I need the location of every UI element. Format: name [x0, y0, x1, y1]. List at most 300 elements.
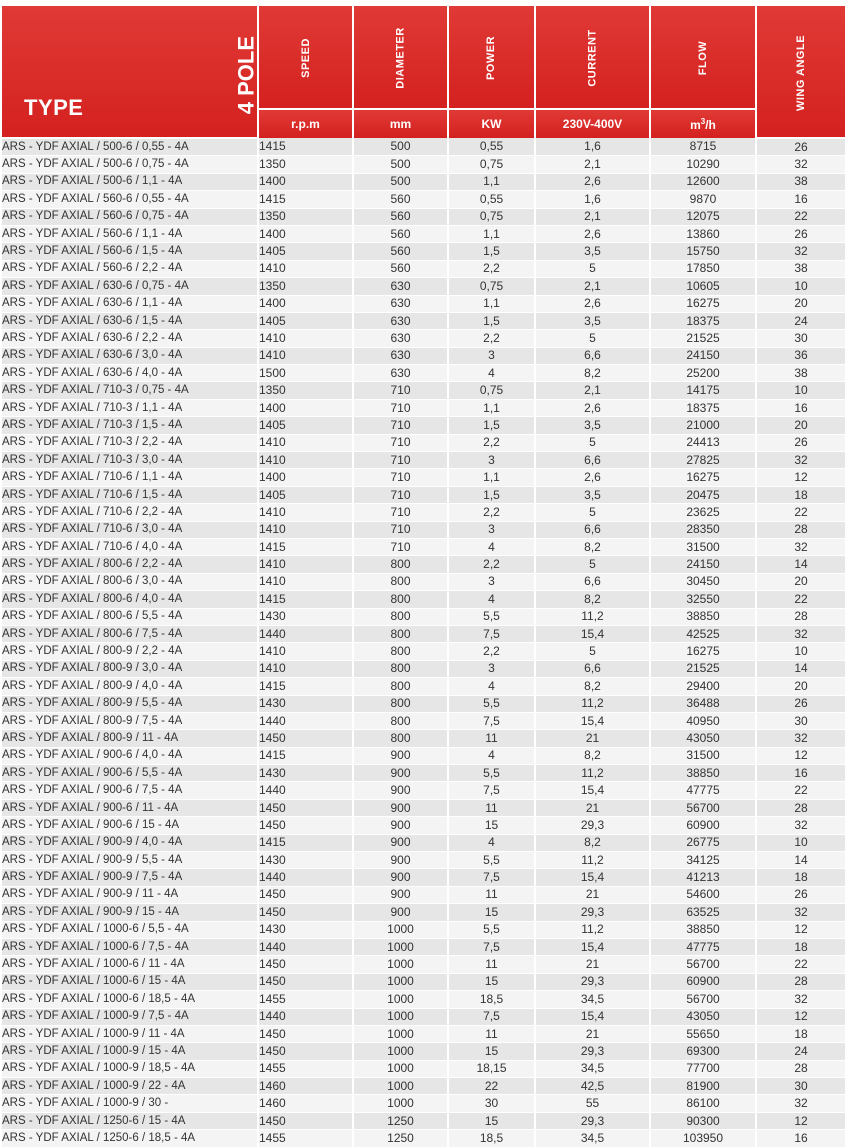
type-cell: ARS - YDF AXIAL / 800-6 / 3,0 - 4A	[2, 573, 258, 590]
wing-angle-cell: 30	[756, 1078, 845, 1095]
speed-cell: 1400	[258, 469, 353, 486]
flow-cell: 18375	[650, 312, 756, 329]
type-cell: ARS - YDF AXIAL / 900-6 / 4,0 - 4A	[2, 747, 258, 764]
table-row	[2, 260, 845, 277]
speed-cell: 1410	[258, 660, 353, 677]
wing-angle-cell: 26	[756, 138, 845, 156]
speed-cell: 1440	[258, 712, 353, 729]
type-cell: ARS - YDF AXIAL / 1000-9 / 30 -	[2, 1095, 258, 1112]
wing-angle-cell: 28	[756, 521, 845, 538]
speed-cell: 1410	[258, 260, 353, 277]
diameter-cell: 710	[353, 399, 448, 416]
type-cell: ARS - YDF AXIAL / 1000-6 / 15 - 4A	[2, 973, 258, 990]
speed-cell: 1350	[258, 382, 353, 399]
wing-angle-cell: 18	[756, 938, 845, 955]
wing-angle-cell: 26	[756, 434, 845, 451]
speed-cell: 1440	[258, 1008, 353, 1025]
power-cell: 7,5	[448, 712, 535, 729]
speed-cell: 1410	[258, 330, 353, 347]
flow-cell: 17850	[650, 260, 756, 277]
table-row	[2, 625, 845, 642]
power-cell: 1,5	[448, 243, 535, 260]
current-cell: 1,6	[535, 191, 650, 208]
wing-angle-cell: 32	[756, 625, 845, 642]
wing-angle-cell: 16	[756, 765, 845, 782]
table-row	[2, 799, 845, 816]
flow-cell: 21000	[650, 417, 756, 434]
speed-cell: 1400	[258, 295, 353, 312]
current-cell: 6,6	[535, 660, 650, 677]
power-cell: 1,1	[448, 225, 535, 242]
flow-cell: 103950	[650, 1130, 756, 1147]
wing-angle-cell: 38	[756, 365, 845, 382]
diameter-header-label: DIAMETER	[394, 27, 407, 89]
type-cell: ARS - YDF AXIAL / 800-6 / 4,0 - 4A	[2, 591, 258, 608]
fan-spec-table	[2, 6, 845, 1148]
table-row	[2, 1095, 845, 1112]
flow-cell: 86100	[650, 1095, 756, 1112]
power-cell: 0,75	[448, 382, 535, 399]
speed-cell: 1450	[258, 799, 353, 816]
type-cell: ARS - YDF AXIAL / 1000-6 / 11 - 4A	[2, 956, 258, 973]
type-cell: ARS - YDF AXIAL / 1250-6 / 18,5 - 4A	[2, 1130, 258, 1147]
diameter-cell: 560	[353, 260, 448, 277]
power-cell: 15	[448, 904, 535, 921]
table-row	[2, 347, 845, 364]
current-cell: 21	[535, 730, 650, 747]
type-cell: ARS - YDF AXIAL / 630-6 / 2,2 - 4A	[2, 330, 258, 347]
wing-angle-cell: 32	[756, 730, 845, 747]
power-cell: 0,75	[448, 278, 535, 295]
type-cell: ARS - YDF AXIAL / 900-9 / 5,5 - 4A	[2, 852, 258, 869]
power-cell: 22	[448, 1078, 535, 1095]
speed-cell: 1350	[258, 208, 353, 225]
current-cell: 5	[535, 504, 650, 521]
diameter-cell: 800	[353, 608, 448, 625]
current-cell: 42,5	[535, 1078, 650, 1095]
power-cell: 5,5	[448, 608, 535, 625]
table-row	[2, 956, 845, 973]
speed-cell: 1400	[258, 225, 353, 242]
power-cell: 1,1	[448, 295, 535, 312]
wing-angle-cell: 26	[756, 225, 845, 242]
speed-cell: 1400	[258, 399, 353, 416]
current-cell: 3,5	[535, 312, 650, 329]
type-cell: ARS - YDF AXIAL / 1000-6 / 18,5 - 4A	[2, 991, 258, 1008]
type-cell: ARS - YDF AXIAL / 710-6 / 2,2 - 4A	[2, 504, 258, 521]
type-cell: ARS - YDF AXIAL / 630-6 / 3,0 - 4A	[2, 347, 258, 364]
table-row	[2, 1060, 845, 1077]
current-cell: 6,6	[535, 347, 650, 364]
flow-cell: 56700	[650, 991, 756, 1008]
current-cell: 2,1	[535, 208, 650, 225]
current-cell: 34,5	[535, 1130, 650, 1147]
flow-cell: 29400	[650, 678, 756, 695]
flow-cell: 24150	[650, 556, 756, 573]
table-row	[2, 191, 845, 208]
flow-cell: 16275	[650, 295, 756, 312]
current-cell: 5	[535, 556, 650, 573]
wing-angle-cell: 10	[756, 643, 845, 660]
power-cell: 0,75	[448, 208, 535, 225]
current-cell: 21	[535, 886, 650, 903]
type-cell: ARS - YDF AXIAL / 710-3 / 2,2 - 4A	[2, 434, 258, 451]
wing-angle-cell: 22	[756, 591, 845, 608]
table-row	[2, 817, 845, 834]
diameter-cell: 900	[353, 799, 448, 816]
flow-cell: 24150	[650, 347, 756, 364]
table-row	[2, 1112, 845, 1129]
speed-cell: 1450	[258, 973, 353, 990]
power-cell: 30	[448, 1095, 535, 1112]
diameter-cell: 710	[353, 469, 448, 486]
power-cell: 3	[448, 347, 535, 364]
flow-unit-sup: 3	[700, 116, 706, 126]
table-row	[2, 486, 845, 503]
flow-unit-tail: /h	[705, 117, 716, 132]
power-header-label: POWER	[485, 35, 498, 81]
type-label: TYPE	[24, 95, 84, 120]
power-cell: 0,55	[448, 191, 535, 208]
diameter-cell: 710	[353, 382, 448, 399]
type-cell: ARS - YDF AXIAL / 800-9 / 5,5 - 4A	[2, 695, 258, 712]
wing-angle-cell: 12	[756, 1008, 845, 1025]
speed-cell: 1410	[258, 643, 353, 660]
speed-cell: 1440	[258, 938, 353, 955]
flow-header-label: FLOW	[696, 40, 709, 76]
flow-cell: 25200	[650, 365, 756, 382]
pole-label: 4 POLE	[233, 36, 258, 115]
diameter-cell: 710	[353, 452, 448, 469]
power-cell: 7,5	[448, 625, 535, 642]
current-cell: 8,2	[535, 538, 650, 555]
flow-cell: 21525	[650, 330, 756, 347]
flow-cell: 26775	[650, 834, 756, 851]
diameter-cell: 800	[353, 730, 448, 747]
wing-angle-cell: 22	[756, 782, 845, 799]
speed-cell: 1415	[258, 747, 353, 764]
diameter-cell: 500	[353, 156, 448, 173]
speed-unit: r.p.m	[258, 109, 353, 138]
power-cell: 1,1	[448, 173, 535, 190]
flow-cell: 36488	[650, 695, 756, 712]
current-cell: 8,2	[535, 834, 650, 851]
current-cell: 6,6	[535, 521, 650, 538]
type-cell: ARS - YDF AXIAL / 710-6 / 3,0 - 4A	[2, 521, 258, 538]
wing-angle-cell: 30	[756, 712, 845, 729]
wing-angle-cell: 18	[756, 486, 845, 503]
type-cell: ARS - YDF AXIAL / 710-3 / 1,5 - 4A	[2, 417, 258, 434]
wing-angle-cell: 22	[756, 956, 845, 973]
power-cell: 7,5	[448, 1008, 535, 1025]
table-row	[2, 678, 845, 695]
power-cell: 4	[448, 591, 535, 608]
wing-angle-cell: 28	[756, 973, 845, 990]
power-cell: 11	[448, 799, 535, 816]
current-cell: 21	[535, 1025, 650, 1042]
table-row	[2, 521, 845, 538]
diameter-cell: 1000	[353, 1078, 448, 1095]
power-cell: 5,5	[448, 852, 535, 869]
speed-cell: 1450	[258, 1043, 353, 1060]
diameter-cell: 900	[353, 782, 448, 799]
power-cell: 4	[448, 538, 535, 555]
type-cell: ARS - YDF AXIAL / 630-6 / 1,5 - 4A	[2, 312, 258, 329]
table-row	[2, 399, 845, 416]
type-cell: ARS - YDF AXIAL / 710-6 / 1,5 - 4A	[2, 486, 258, 503]
speed-cell: 1350	[258, 278, 353, 295]
wing-angle-cell: 36	[756, 347, 845, 364]
table-row	[2, 1043, 845, 1060]
diameter-cell: 560	[353, 191, 448, 208]
type-cell: ARS - YDF AXIAL / 1000-9 / 11 - 4A	[2, 1025, 258, 1042]
type-cell: ARS - YDF AXIAL / 800-9 / 7,5 - 4A	[2, 712, 258, 729]
wing-angle-cell: 16	[756, 1130, 845, 1147]
table-row	[2, 382, 845, 399]
table-row	[2, 173, 845, 190]
diameter-cell: 900	[353, 747, 448, 764]
flow-cell: 12075	[650, 208, 756, 225]
type-cell: ARS - YDF AXIAL / 710-3 / 3,0 - 4A	[2, 452, 258, 469]
flow-cell: 12600	[650, 173, 756, 190]
speed-cell: 1440	[258, 625, 353, 642]
power-cell: 11	[448, 730, 535, 747]
speed-cell: 1415	[258, 591, 353, 608]
diameter-cell: 900	[353, 765, 448, 782]
flow-cell: 43050	[650, 1008, 756, 1025]
flow-cell: 42525	[650, 625, 756, 642]
speed-cell: 1410	[258, 556, 353, 573]
current-cell: 11,2	[535, 921, 650, 938]
speed-cell: 1430	[258, 852, 353, 869]
type-cell: ARS - YDF AXIAL / 800-9 / 11 - 4A	[2, 730, 258, 747]
flow-cell: 15750	[650, 243, 756, 260]
flow-cell: 21525	[650, 660, 756, 677]
type-cell: ARS - YDF AXIAL / 800-9 / 3,0 - 4A	[2, 660, 258, 677]
flow-cell: 32550	[650, 591, 756, 608]
current-header	[535, 6, 650, 109]
current-cell: 11,2	[535, 695, 650, 712]
type-cell: ARS - YDF AXIAL / 900-9 / 15 - 4A	[2, 904, 258, 921]
current-cell: 21	[535, 799, 650, 816]
table-row	[2, 782, 845, 799]
speed-cell: 1405	[258, 243, 353, 260]
speed-cell: 1405	[258, 312, 353, 329]
table-row	[2, 991, 845, 1008]
type-cell: ARS - YDF AXIAL / 800-6 / 7,5 - 4A	[2, 625, 258, 642]
wing-angle-cell: 16	[756, 399, 845, 416]
type-cell: ARS - YDF AXIAL / 900-6 / 11 - 4A	[2, 799, 258, 816]
table-row	[2, 765, 845, 782]
diameter-cell: 1000	[353, 1043, 448, 1060]
flow-header	[650, 6, 756, 109]
flow-cell: 8715	[650, 138, 756, 156]
power-cell: 15	[448, 817, 535, 834]
power-cell: 2,2	[448, 330, 535, 347]
power-cell: 18,15	[448, 1060, 535, 1077]
wing-angle-cell: 32	[756, 817, 845, 834]
wing-angle-cell: 30	[756, 330, 845, 347]
table-row	[2, 556, 845, 573]
power-cell: 11	[448, 1025, 535, 1042]
speed-cell: 1410	[258, 347, 353, 364]
wing-angle-cell: 32	[756, 1095, 845, 1112]
table-row	[2, 278, 845, 295]
type-cell: ARS - YDF AXIAL / 630-6 / 4,0 - 4A	[2, 365, 258, 382]
current-cell: 2,6	[535, 295, 650, 312]
power-cell: 11	[448, 886, 535, 903]
diameter-cell: 1000	[353, 991, 448, 1008]
table-row	[2, 156, 845, 173]
current-cell: 21	[535, 956, 650, 973]
power-cell: 1,1	[448, 399, 535, 416]
flow-cell: 9870	[650, 191, 756, 208]
type-cell: ARS - YDF AXIAL / 1000-9 / 15 - 4A	[2, 1043, 258, 1060]
current-cell: 8,2	[535, 365, 650, 382]
type-cell: ARS - YDF AXIAL / 560-6 / 1,1 - 4A	[2, 225, 258, 242]
flow-cell: 81900	[650, 1078, 756, 1095]
table-row	[2, 730, 845, 747]
current-cell: 6,6	[535, 573, 650, 590]
type-cell: ARS - YDF AXIAL / 710-3 / 0,75 - 4A	[2, 382, 258, 399]
diameter-cell: 900	[353, 852, 448, 869]
power-cell: 2,2	[448, 556, 535, 573]
type-cell: ARS - YDF AXIAL / 630-6 / 1,1 - 4A	[2, 295, 258, 312]
speed-cell: 1415	[258, 191, 353, 208]
table-row	[2, 869, 845, 886]
wing-angle-cell: 22	[756, 208, 845, 225]
diameter-cell: 500	[353, 138, 448, 156]
speed-cell: 1440	[258, 869, 353, 886]
power-cell: 2,2	[448, 260, 535, 277]
type-cell: ARS - YDF AXIAL / 710-3 / 1,1 - 4A	[2, 399, 258, 416]
current-cell: 29,3	[535, 1112, 650, 1129]
flow-cell: 24413	[650, 434, 756, 451]
flow-cell: 16275	[650, 643, 756, 660]
type-cell: ARS - YDF AXIAL / 710-6 / 4,0 - 4A	[2, 538, 258, 555]
wing-angle-cell: 38	[756, 260, 845, 277]
power-cell: 1,5	[448, 312, 535, 329]
type-cell: ARS - YDF AXIAL / 500-6 / 1,1 - 4A	[2, 173, 258, 190]
current-cell: 2,6	[535, 225, 650, 242]
type-cell: ARS - YDF AXIAL / 800-6 / 2,2 - 4A	[2, 556, 258, 573]
power-cell: 2,2	[448, 504, 535, 521]
table-row	[2, 243, 845, 260]
type-cell: ARS - YDF AXIAL / 900-9 / 7,5 - 4A	[2, 869, 258, 886]
diameter-cell: 710	[353, 486, 448, 503]
diameter-cell: 800	[353, 712, 448, 729]
speed-cell: 1410	[258, 521, 353, 538]
current-cell: 8,2	[535, 591, 650, 608]
flow-cell: 23625	[650, 504, 756, 521]
flow-cell: 16275	[650, 469, 756, 486]
speed-cell: 1410	[258, 434, 353, 451]
speed-cell: 1415	[258, 834, 353, 851]
flow-cell: 90300	[650, 1112, 756, 1129]
speed-cell: 1450	[258, 1112, 353, 1129]
current-cell: 2,1	[535, 156, 650, 173]
flow-cell: 43050	[650, 730, 756, 747]
type-cell: ARS - YDF AXIAL / 710-6 / 1,1 - 4A	[2, 469, 258, 486]
diameter-cell: 710	[353, 521, 448, 538]
current-cell: 11,2	[535, 765, 650, 782]
type-cell: ARS - YDF AXIAL / 500-6 / 0,75 - 4A	[2, 156, 258, 173]
diameter-cell: 1000	[353, 938, 448, 955]
diameter-cell: 900	[353, 817, 448, 834]
wing-angle-cell: 20	[756, 295, 845, 312]
diameter-cell: 1000	[353, 1025, 448, 1042]
table-row	[2, 452, 845, 469]
current-cell: 3,5	[535, 243, 650, 260]
diameter-cell: 1000	[353, 973, 448, 990]
type-cell: ARS - YDF AXIAL / 900-9 / 11 - 4A	[2, 886, 258, 903]
wing-angle-cell: 14	[756, 660, 845, 677]
diameter-unit: mm	[353, 109, 448, 138]
flow-cell: 41213	[650, 869, 756, 886]
power-cell: 1,5	[448, 417, 535, 434]
table-row	[2, 904, 845, 921]
wing-angle-cell: 12	[756, 921, 845, 938]
current-cell: 29,3	[535, 973, 650, 990]
current-unit: 230V-400V	[535, 109, 650, 138]
current-cell: 29,3	[535, 817, 650, 834]
diameter-cell: 800	[353, 695, 448, 712]
flow-cell: 38850	[650, 608, 756, 625]
power-cell: 7,5	[448, 938, 535, 955]
wing-angle-header-label: WING ANGLE	[795, 34, 807, 111]
wing-angle-cell: 12	[756, 469, 845, 486]
power-cell: 2,2	[448, 434, 535, 451]
current-cell: 2,1	[535, 382, 650, 399]
wing-angle-cell: 28	[756, 1060, 845, 1077]
current-cell: 5	[535, 643, 650, 660]
current-cell: 15,4	[535, 782, 650, 799]
diameter-cell: 800	[353, 573, 448, 590]
current-cell: 34,5	[535, 1060, 650, 1077]
speed-cell: 1410	[258, 573, 353, 590]
current-cell: 11,2	[535, 608, 650, 625]
power-cell: 2,2	[448, 643, 535, 660]
table-row	[2, 886, 845, 903]
table-row	[2, 643, 845, 660]
speed-cell: 1410	[258, 504, 353, 521]
type-cell: ARS - YDF AXIAL / 1000-9 / 7,5 - 4A	[2, 1008, 258, 1025]
wing-angle-cell: 26	[756, 886, 845, 903]
current-cell: 2,6	[535, 173, 650, 190]
diameter-cell: 900	[353, 869, 448, 886]
power-cell: 18,5	[448, 991, 535, 1008]
speed-cell: 1405	[258, 417, 353, 434]
type-header	[2, 6, 258, 138]
flow-cell: 60900	[650, 973, 756, 990]
diameter-cell: 630	[353, 330, 448, 347]
flow-cell: 38850	[650, 921, 756, 938]
speed-cell: 1430	[258, 608, 353, 625]
speed-cell: 1430	[258, 765, 353, 782]
diameter-cell: 800	[353, 591, 448, 608]
table-row	[2, 1130, 845, 1147]
table-row	[2, 469, 845, 486]
current-cell: 5	[535, 260, 650, 277]
power-cell: 18,5	[448, 1130, 535, 1147]
table-row	[2, 573, 845, 590]
table-row	[2, 434, 845, 451]
table-row	[2, 208, 845, 225]
current-cell: 5	[535, 330, 650, 347]
power-cell: 4	[448, 678, 535, 695]
wing-angle-cell: 32	[756, 243, 845, 260]
flow-cell: 14175	[650, 382, 756, 399]
